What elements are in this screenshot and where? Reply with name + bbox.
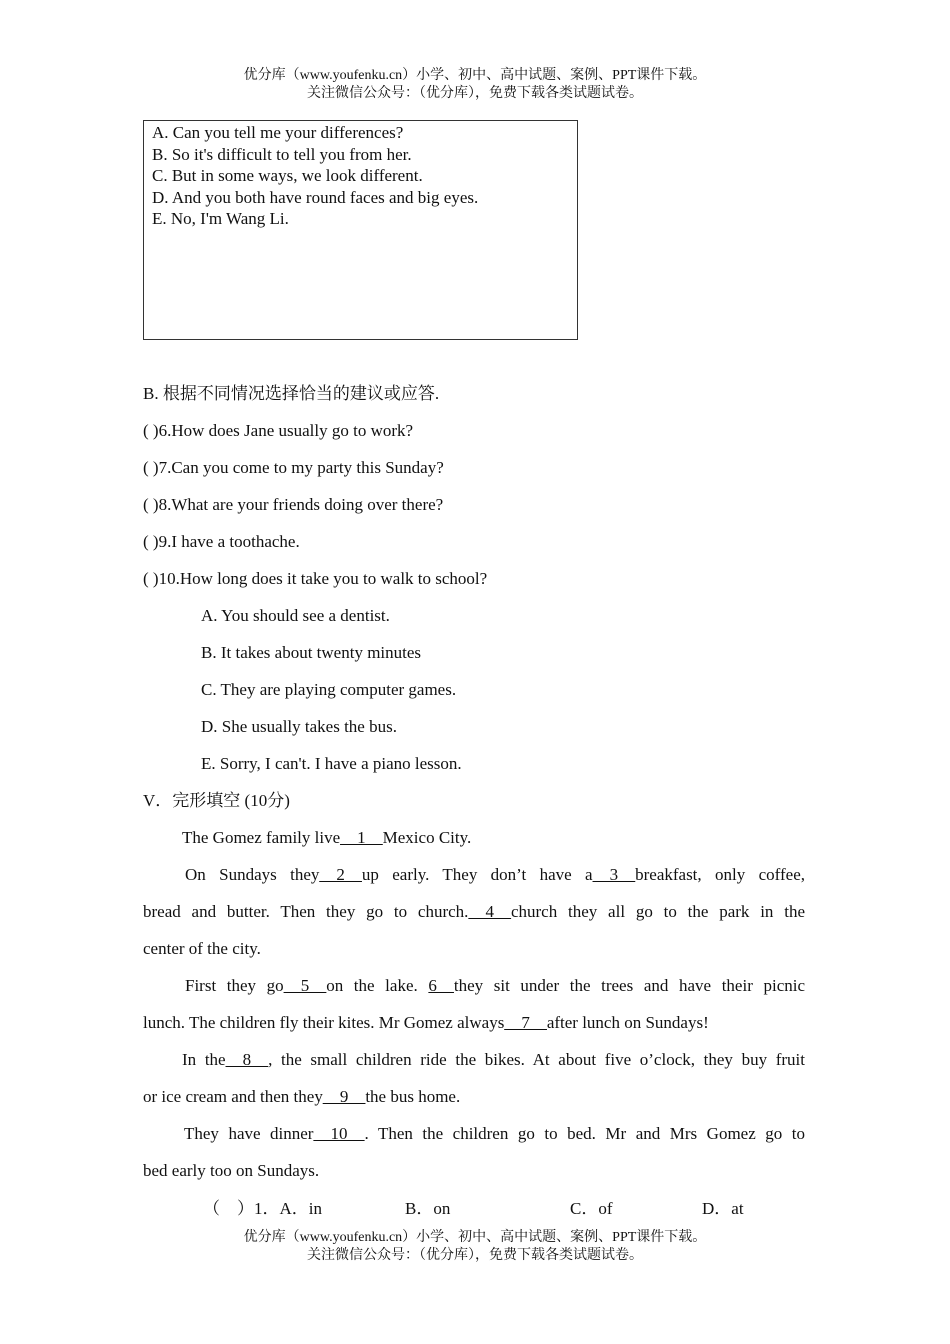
question-10: ( )10.How long does it take you to walk to school? xyxy=(143,569,488,588)
box-option: D. And you both have round faces and big eyes. xyxy=(152,187,479,207)
passage-text: . Then the children go to bed. Mr and Mrs Gomez go to xyxy=(364,1124,806,1143)
q1-option-c: C．of xyxy=(570,1199,613,1218)
passage-line xyxy=(185,975,805,997)
answer-c: C. They are playing computer games. xyxy=(201,680,457,699)
section-b-title: B. 根据不同情况选择恰当的建议或应答. xyxy=(143,384,440,403)
passage-text: bread and butter. Then they go to church. xyxy=(143,902,469,921)
q1-option-d: D．at xyxy=(702,1199,744,1218)
header-line-1: 优分库（www.youfenku.cn）小学、初中、高中试题、案例、PPT课件下载。 xyxy=(243,68,707,83)
blank-2: __2__ xyxy=(319,865,362,884)
blank-5: __5__ xyxy=(283,976,327,995)
passage-line xyxy=(184,1123,805,1145)
footer-line-1: 优分库（www.youfenku.cn）小学、初中、高中试题、案例、PPT课件下载。 xyxy=(243,1230,707,1245)
question-8: ( )8.What are your friends doing over there? xyxy=(143,495,444,514)
page-footer xyxy=(0,1229,950,1265)
blank-7: __7__ xyxy=(504,1013,547,1032)
box-option: C. But in some ways, we look different. xyxy=(152,166,423,185)
q1-option-a: （ ）1．A．in xyxy=(203,1199,322,1218)
blank-3: __3__ xyxy=(592,865,636,884)
answer-a: A. You should see a dentist. xyxy=(201,606,390,625)
footer-line-2: 关注微信公众号：（优分库），免费下载各类试题试卷。 xyxy=(307,1248,643,1263)
q1-option-b: B．on xyxy=(405,1199,451,1218)
passage-line xyxy=(143,1086,460,1108)
passage-text: after lunch on Sundays! xyxy=(546,1013,709,1032)
box-option: A. Can you tell me your differences? xyxy=(152,123,404,142)
passage-text: up early. They don’t have a xyxy=(361,865,593,884)
answer-e: E. Sorry, I can't. I have a piano lesson. xyxy=(201,754,462,773)
blank-9: __9__ xyxy=(322,1087,366,1106)
blank-1: __1__ xyxy=(340,828,383,847)
page-header xyxy=(0,67,950,103)
cloze-question-1 xyxy=(203,1198,744,1220)
section-v-title: V．完形填空 (10分) xyxy=(143,791,290,810)
passage-text: Mexico City. xyxy=(382,828,472,847)
box-option: E. No, I'm Wang Li. xyxy=(152,209,289,228)
passage-text: On Sundays they xyxy=(185,865,320,884)
passage-line: center of the city. xyxy=(143,939,261,958)
header-line-2: 关注微信公众号：（优分库），免费下载各类试题试卷。 xyxy=(307,86,643,101)
passage-line: bed early too on Sundays. xyxy=(143,1161,320,1180)
blank-10: __10__ xyxy=(313,1124,365,1143)
passage-text: or ice cream and then they xyxy=(143,1087,323,1106)
box-option: B. So it's difficult to tell you from her. xyxy=(152,144,412,164)
passage-line xyxy=(143,1012,709,1034)
blank-8: __8__ xyxy=(225,1050,269,1069)
passage-text: the bus home. xyxy=(365,1087,461,1106)
question-6: ( )6.How does Jane usually go to work? xyxy=(143,421,414,440)
passage-text: breakfast, only coffee, xyxy=(635,865,805,884)
passage-text: , the small children ride the bikes. At about five o’clock, they buy fruit xyxy=(268,1050,805,1069)
blank-6: 6__ xyxy=(428,976,454,995)
blank-4: __4__ xyxy=(468,902,511,921)
passage-line xyxy=(185,864,805,886)
passage-text: church they all go to the park in the xyxy=(510,902,805,921)
question-7: ( )7.Can you come to my party this Sunday? xyxy=(143,458,444,477)
passage-text: on the lake. xyxy=(326,976,418,995)
passage-text: The Gomez family live xyxy=(182,828,341,847)
passage-text: lunch. The children fly their kites. Mr Gomez always xyxy=(143,1013,505,1032)
question-9: ( )9.I have a toothache. xyxy=(143,532,300,551)
passage-line xyxy=(182,827,471,849)
passage-line xyxy=(143,901,805,923)
passage-text: they sit under the trees and have their picnic xyxy=(453,976,806,995)
answer-b: B. It takes about twenty minutes xyxy=(201,643,422,662)
passage-text: In the xyxy=(182,1050,226,1069)
passage-line xyxy=(182,1049,805,1071)
passage-text: They have dinner xyxy=(184,1124,314,1143)
answer-d: D. She usually takes the bus. xyxy=(201,717,397,736)
options-box xyxy=(143,120,578,340)
passage-text: First they go xyxy=(185,976,284,995)
